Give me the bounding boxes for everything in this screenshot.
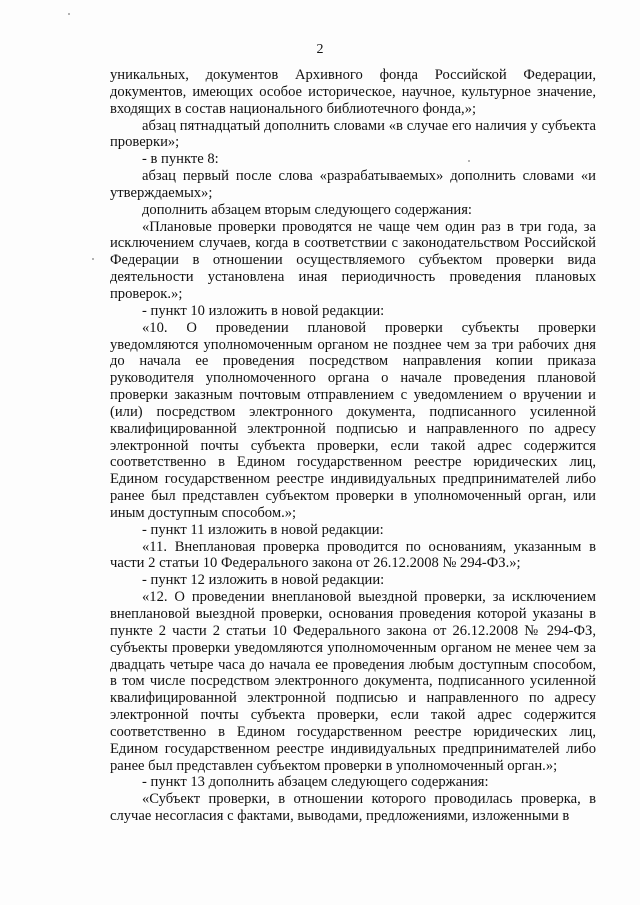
- paragraph: «Субъект проверки, в отношении которого проводилась проверка, в случае несогласия с фактами, выводами, предложениями, изложенными в: [110, 791, 596, 825]
- paragraph: абзац пятнадцатый дополнить словами «в случае его наличия у субъекта проверки»;: [110, 117, 596, 151]
- scan-speck: [68, 13, 70, 15]
- paragraph: «11. Внеплановая проверка проводится по основаниям, указанным в части 2 статьи 10 Федерального закона от 26.12.2008 № 294-ФЗ.»;: [110, 538, 596, 572]
- paragraph: «12. О проведении внеплановой выездной проверки, за исключением внеплановой выездной проверки, основания проведения которой указаны в пункте 2 части 2 статьи 10 Федерального закона от 26.12.2008 № 294-ФЗ, субъекты проверки уведомляются уполномоченным органом не менее чем за двадцать четыре часа до начала ее проведения любым доступным способом, в том числе посредством электронного документа, подписанного усиленной квалифицированной электронной подписью и направленного по адресу электронной почты субъекта проверки, если такой адрес содержится соответственно в Едином государственном реестре юридических лиц, Едином государственном реестре индивидуальных предпринимателей либо ранее был представлен субъектом проверки в уполномоченный орган.»;: [110, 589, 596, 774]
- paragraph: абзац первый после слова «разрабатываемых» дополнить словами «и утверждаемых»;: [110, 168, 596, 201]
- paragraph: «10. О проведении плановой проверки субъекты проверки уведомляются уполномоченным органом не позднее чем за три рабочих дня до начала ее проведения посредством направления копии приказа руководителя уполномоченного органа о начале проведения плановой проверки заказным почтовым отправлением с уведомлением о вручении и (или) посредством электронного документа, подписанного усиленной квалифицированной электронной подписью и направленного по адресу электронной почты субъекта проверки, если такой адрес содержится соответственно в Едином государственном реестре юридических лиц, Едином государственном реестре индивидуальных предпринимателей либо ранее был представлен субъектом проверки в уполномоченный орган, или иным доступным способом.»;: [110, 319, 596, 521]
- paragraph: дополнить абзацем вторым следующего содержания:: [142, 201, 472, 218]
- paragraph: - пункт 11 изложить в новой редакции:: [142, 521, 384, 538]
- paragraph: - в пункте 8:: [142, 151, 219, 168]
- paragraph: - пункт 12 изложить в новой редакции:: [142, 572, 385, 589]
- document-body: [110, 67, 596, 825]
- paragraph: «Плановые проверки проводятся не чаще чем один раз в три года, за исключением случаев, когда в соответствии с законодательством Российской Федерации в отношении осуществляемого субъектом проверки вида деятельности установлена иная периодичность проведения плановых проверок.»;: [110, 218, 596, 302]
- paragraph: уникальных, документов Архивного фонда Российской Федерации, документов, имеющих особое историческое, научное, культурное значение, входящих в состав национального библиотечного фонда,»;: [110, 67, 596, 117]
- paragraph: - пункт 10 изложить в новой редакции:: [142, 302, 385, 319]
- scan-speck: [92, 258, 94, 260]
- paragraph: - пункт 13 дополнить абзацем следующего содержания:: [142, 774, 489, 791]
- page-number: 2: [316, 42, 324, 57]
